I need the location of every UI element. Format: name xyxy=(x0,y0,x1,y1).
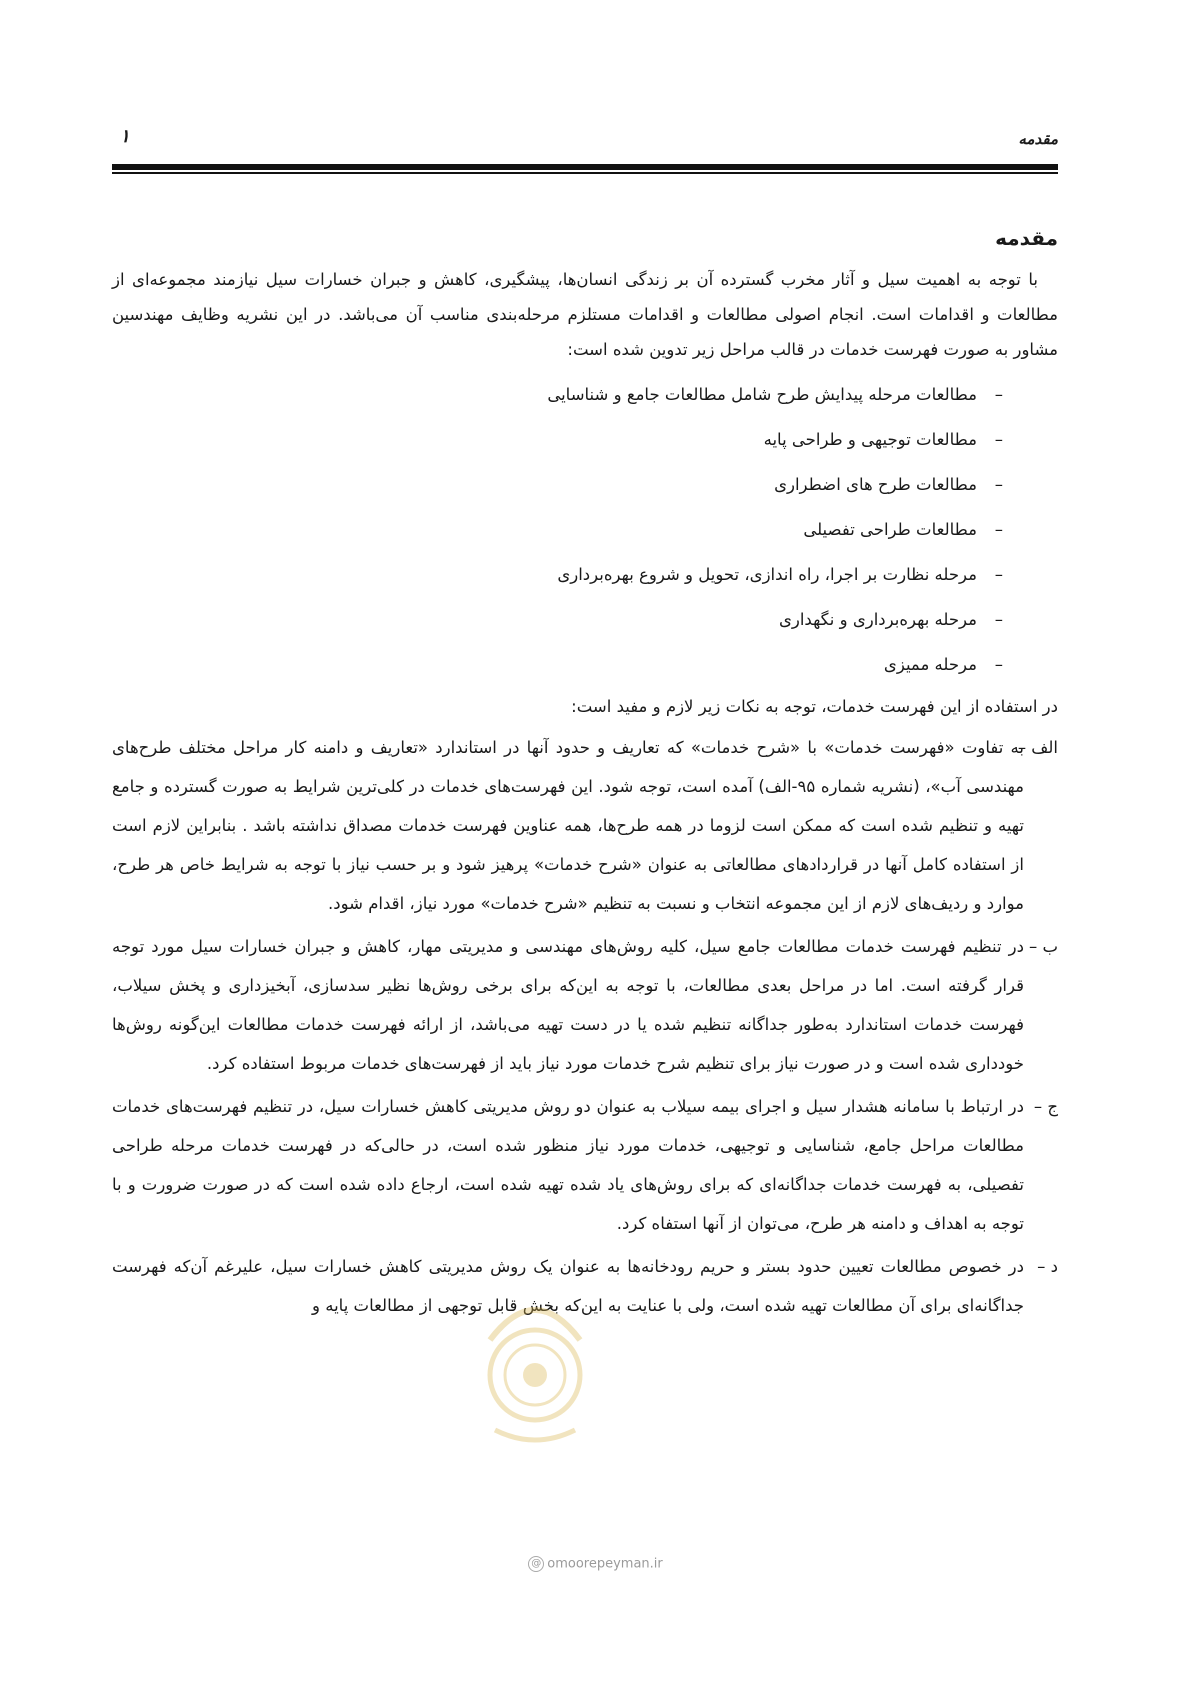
at-sign-icon: @ xyxy=(528,1556,544,1572)
list-item: –مطالعات توجیهی و طراحی پایه xyxy=(112,417,1003,462)
list-dash: – xyxy=(994,475,1003,494)
note-text: به تفاوت «فهرست خدمات» با «شرح خدمات» که تعاریف و حدود آنها در استاندارد «تعاریف و دامنه کار مراحل مختلف طرح‌های مهندسی آب»، (نشریه شماره ۹۵-الف) آمده است، توجه شود. این فهرست‌های خدمات در کلی‌ترین شرایط به صورت گسترده و جامع تهیه و تنظیم شده است که ممکن است لزوما در همه طرح‌ها، همه عناوین فهرست خدمات مصداق نداشته باشد . بنابراین لازم است از استفاده کامل آنها در قراردادهای مطالعاتی به عنوان «شرح خدمات» پرهیز شود و بر حسب نیاز با توجه به شرایط خاص هر طرح، موارد و ردیف‌های لازم از این مجموعه انتخاب و نسبت به تنظیم «شرح خدمات» مورد نیاز، اقدام شود. xyxy=(112,738,1024,913)
list-item: –مرحله ممیزی xyxy=(112,642,1003,687)
list-dash: – xyxy=(994,655,1003,674)
list-item: –مطالعات طراحی تفصیلی xyxy=(112,507,1003,552)
list-dash: – xyxy=(994,385,1003,404)
running-header xyxy=(112,124,1058,164)
intro-paragraph: با توجه به اهمیت سیل و آثار مخرب گسترده آن بر زندگی انسان‌ها، پیشگیری، کاهش و جبران خسارات سیل نیازمند مجموعه‌ای از مطالعات و اقدامات است. انجام اصولی مطالعات و اقدامات مستلزم مرحله‌بندی مناسب آن می‌باشد. در این نشریه وظایف مهندسین مشاور به صورت فهرست خدمات در قالب مراحل زیر تدوین شده است: xyxy=(112,270,1058,359)
list-item: –مرحله نظارت بر اجرا، راه اندازی، تحویل و شروع بهره‌برداری xyxy=(112,552,1003,597)
list-dash: – xyxy=(994,520,1003,539)
notes-intro: در استفاده از این فهرست خدمات، توجه به نکات زیر لازم و مفید است: xyxy=(571,697,1058,716)
note-marker: د – xyxy=(1037,1257,1058,1276)
section-heading: مقدمه xyxy=(995,226,1058,250)
running-header-title: مقدمه xyxy=(1018,130,1058,148)
phase-list xyxy=(112,372,1058,687)
note-text: در تنظیم فهرست خدمات مطالعات جامع سیل، کلیه روش‌های مهندسی و مدیریتی مهار، کاهش و جبران خسارات سیل مورد توجه قرار گرفته است. اما در مراحل بعدی مطالعات، با توجه به این‌که برای برخی روش‌ها نظیر سدسازی، آبخیزداری و پخش سیلاب، فهرست خدمات استاندارد به‌طور جداگانه تنظیم شده یا در دست تهیه می‌باشد، از ارائه فهرست خدمات مطالعات این‌گونه روش‌ها خودداری شده است و در صورت نیاز برای تنظیم شرح خدمات مورد نیاز باید از فهرست‌های خدمات مربوط استفاده کرد. xyxy=(112,937,1024,1073)
note-marker: الف – xyxy=(1017,738,1058,757)
note-item xyxy=(112,927,1058,1083)
note-item xyxy=(112,1247,1058,1325)
note-item xyxy=(112,728,1058,923)
list-item: –مطالعات مرحله پیدایش طرح شامل مطالعات جامع و شناسایی xyxy=(112,372,1003,417)
note-text: در ارتباط با سامانه هشدار سیل و اجرای بیمه سیلاب به عنوان دو روش مدیریتی کاهش خسارات سیل، در تنظیم فهرست‌های خدمات مطالعات مراحل جامع، شناسایی و توجیهی، خدمات مورد نیاز منظور شده است، در حالی‌که در فهرست خدمات مرحله طراحی تفصیلی، به فهرست خدمات جداگانه‌ای که برای روش‌های یاد شده تهیه شده است، ارجاع داده شده است که در صورت ضرورت و با توجه به اهداف و دامنه هر طرح، می‌توان از آنها استفاه کرد. xyxy=(112,1097,1024,1233)
header-rule-thin xyxy=(112,172,1058,174)
note-text: در خصوص مطالعات تعیین حدود بستر و حریم رودخانه‌ها به عنوان یک روش مدیریتی کاهش خسارات سیل، علیرغم آن‌که فهرست جداگانه‌ای برای آن مطالعات تهیه شده است، ولی با عنایت به این‌که بخش قابل توجهی از مطالعات پایه و xyxy=(112,1257,1024,1315)
page-number: ۱ xyxy=(120,126,130,147)
note-item xyxy=(112,1087,1058,1243)
list-dash: – xyxy=(994,565,1003,584)
website-text: omoorepeyman.ir xyxy=(547,1556,663,1572)
footer-website xyxy=(0,1556,1191,1572)
note-marker: ج – xyxy=(1033,1097,1058,1116)
list-item: –مرحله بهره‌برداری و نگهداری xyxy=(112,597,1003,642)
list-dash: – xyxy=(994,610,1003,629)
page-content xyxy=(112,218,1058,1325)
header-rule-thick xyxy=(112,164,1058,170)
note-marker: ب – xyxy=(1028,937,1058,956)
list-dash: – xyxy=(994,430,1003,449)
list-item: –مطالعات طرح های اضطراری xyxy=(112,462,1003,507)
